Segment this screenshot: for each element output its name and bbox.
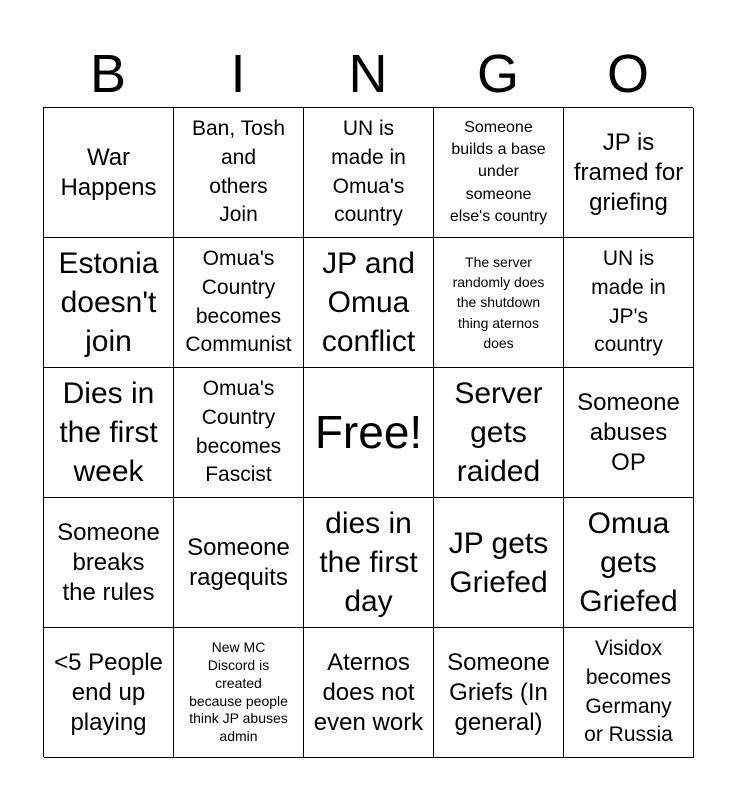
bingo-cell[interactable] bbox=[434, 498, 564, 628]
free-space-cell[interactable] bbox=[304, 368, 434, 498]
cell-text: Visidox becomes Germany or Russia bbox=[584, 636, 673, 747]
cell-text: JP and Omua conflict bbox=[321, 247, 416, 358]
header-letter-g: G bbox=[476, 44, 519, 104]
bingo-cell[interactable] bbox=[304, 238, 434, 368]
bingo-cell[interactable] bbox=[304, 498, 434, 628]
bingo-cell[interactable] bbox=[434, 628, 564, 758]
cell-text: JP gets Griefed bbox=[448, 526, 549, 599]
cell-text: UN is made in JP's country bbox=[591, 246, 666, 357]
bingo-cell[interactable] bbox=[564, 368, 694, 498]
bingo-cell[interactable] bbox=[434, 368, 564, 498]
cell-text: Estonia doesn't join bbox=[58, 247, 159, 358]
bingo-cell[interactable] bbox=[44, 108, 174, 238]
bingo-cell[interactable] bbox=[174, 628, 304, 758]
cell-text: Someone ragequits bbox=[187, 533, 290, 591]
bingo-cell[interactable] bbox=[304, 628, 434, 758]
bingo-board bbox=[43, 107, 693, 757]
bingo-cell[interactable] bbox=[174, 108, 304, 238]
bingo-cell[interactable] bbox=[174, 238, 304, 368]
bingo-cell[interactable] bbox=[174, 368, 304, 498]
bingo-cell[interactable] bbox=[434, 238, 564, 368]
cell-text: Server gets raided bbox=[454, 377, 543, 488]
cell-text: Someone breaks the rules bbox=[57, 518, 160, 606]
bingo-cell[interactable] bbox=[304, 108, 434, 238]
bingo-cell[interactable] bbox=[564, 238, 694, 368]
header-letter-o: O bbox=[606, 44, 649, 104]
bingo-cell[interactable] bbox=[174, 498, 304, 628]
cell-text: Omua's Country becomes Fascist bbox=[195, 376, 282, 487]
cell-text: War Happens bbox=[60, 143, 157, 201]
cell-text: Someone builds a base under someone else's country bbox=[449, 119, 548, 225]
header-letter-i: I bbox=[230, 44, 246, 104]
bingo-cell[interactable] bbox=[44, 368, 174, 498]
header-letter-b: B bbox=[89, 44, 127, 104]
bingo-cell[interactable] bbox=[44, 498, 174, 628]
cell-text: Someone abuses OP bbox=[577, 388, 680, 476]
cell-text: Omua's Country becomes Communist bbox=[185, 246, 292, 357]
cell-text: The server randomly does the shutdown thing aternos does bbox=[452, 253, 545, 351]
cell-text: Someone Griefs (In general) bbox=[447, 648, 550, 736]
bingo-cell[interactable] bbox=[44, 628, 174, 758]
free-space-label: Free! bbox=[314, 406, 423, 459]
cell-text: Omua gets Griefed bbox=[579, 507, 678, 618]
cell-text: Ban, Tosh and others Join bbox=[191, 116, 285, 227]
bingo-cell[interactable] bbox=[564, 628, 694, 758]
cell-text: JP is framed for griefing bbox=[573, 128, 684, 216]
cell-text: dies in the first day bbox=[319, 507, 418, 618]
cell-text: Aternos does not even work bbox=[313, 648, 424, 736]
bingo-cell[interactable] bbox=[564, 498, 694, 628]
cell-text: UN is made in Omua's country bbox=[331, 116, 406, 227]
cell-text: Dies in the first week bbox=[59, 377, 158, 488]
cell-text: New MC Discord is created because people think JP abuses admin bbox=[189, 638, 288, 745]
bingo-header bbox=[43, 40, 693, 108]
bingo-cell[interactable] bbox=[434, 108, 564, 238]
bingo-cell[interactable] bbox=[564, 108, 694, 238]
bingo-cell[interactable] bbox=[44, 238, 174, 368]
cell-text: <5 People end up playing bbox=[54, 648, 163, 736]
header-letter-n: N bbox=[348, 44, 388, 104]
